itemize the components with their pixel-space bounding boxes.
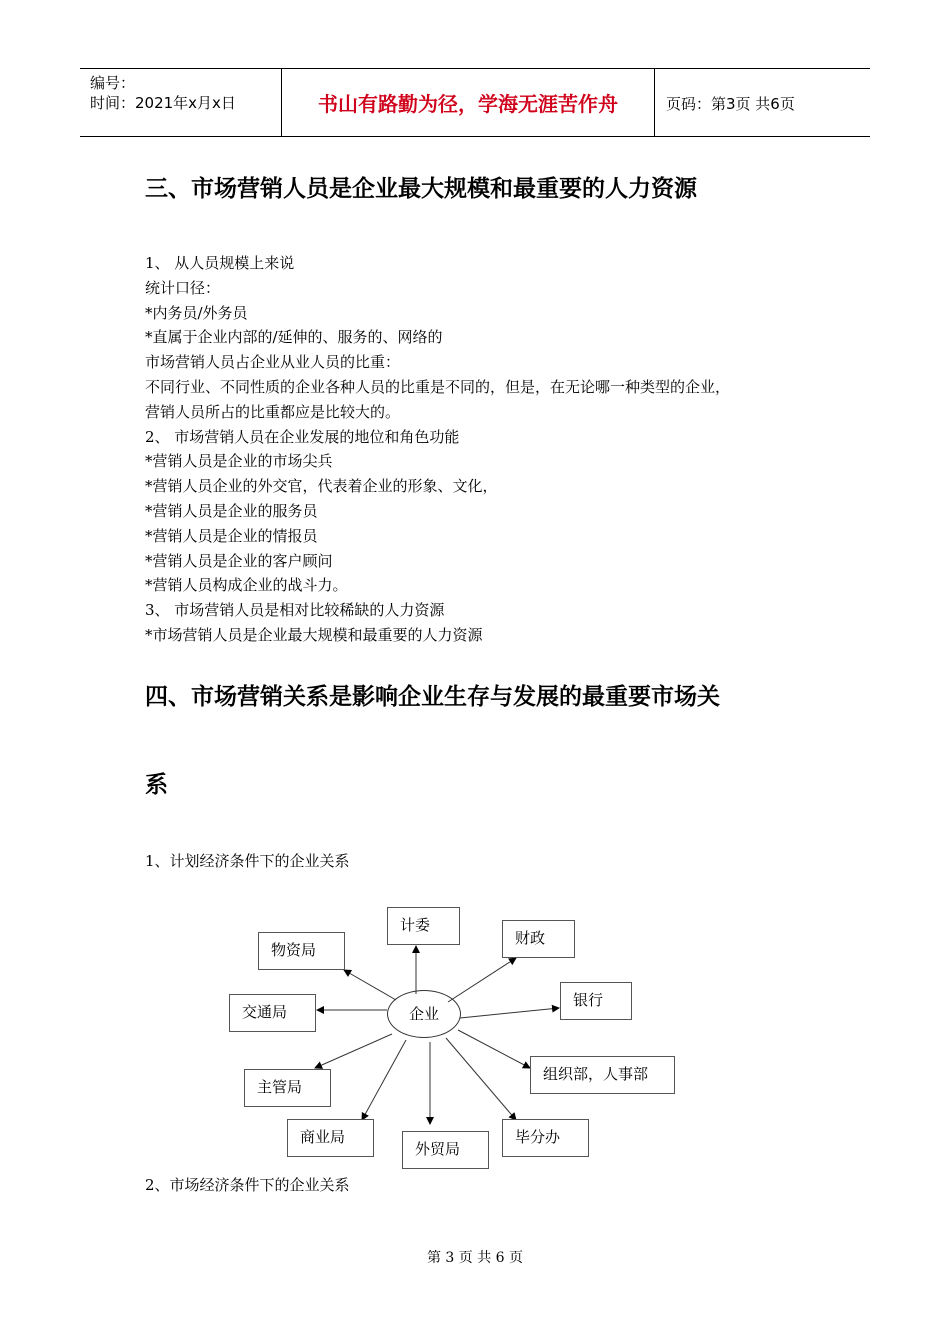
node-jiwei: 计委	[387, 907, 460, 945]
node-caizheng: 财政	[502, 920, 575, 958]
time-label: 时间：2021年x月x日	[90, 94, 236, 112]
body-line: *营销人员是企业的情报员	[145, 526, 318, 545]
node-shangyeju: 商业局	[287, 1119, 374, 1157]
body-line: *营销人员是企业的服务员	[145, 501, 318, 520]
arrow-to-shangyeju	[362, 1040, 406, 1120]
body-line: 市场营销人员占企业从业人员的比重：	[145, 353, 401, 372]
body-line: *营销人员是企业的市场尖兵	[145, 452, 333, 471]
body-line: 3、 市场营销人员是相对比较稀缺的人力资源	[145, 601, 445, 620]
node-zhuguanju: 主管局	[244, 1069, 331, 1107]
node-waimaoju: 外贸局	[402, 1131, 489, 1169]
subheading-market-economy: 2、市场经济条件下的企业关系	[145, 1176, 350, 1194]
subheading-planned-economy: 1、计划经济条件下的企业关系	[145, 852, 350, 870]
diagram-center-enterprise: 企业	[387, 990, 461, 1038]
node-zuzhibu: 组织部，人事部	[530, 1056, 675, 1094]
body-line: *内务员/外务员	[145, 303, 248, 322]
body-line: *营销人员企业的外交官，代表着企业的形象、文化，	[145, 477, 498, 496]
body-line: 统计口径：	[145, 278, 221, 297]
section4-title: 四、市场营销关系是影响企业生存与发展的最重要市场关	[145, 684, 720, 710]
body-line: *市场营销人员是企业最大规模和最重要的人力资源	[145, 625, 483, 644]
section3-title: 三、市场营销人员是企业最大规模和最重要的人力资源	[145, 176, 697, 202]
arrow-to-caizheng	[448, 958, 516, 1002]
arrow-to-wuziju	[344, 970, 396, 1000]
number-label: 编号：	[90, 74, 136, 92]
node-yinhang: 银行	[560, 982, 632, 1020]
arrow-to-zhuguanju	[315, 1034, 392, 1068]
body-line: 营销人员所占的比重都应是比较大的。	[145, 402, 401, 421]
arrow-to-bifenban	[446, 1038, 516, 1120]
body-line: 2、 市场营销人员在企业发展的地位和角色功能	[145, 427, 460, 446]
arrow-to-zuzhibu	[458, 1030, 530, 1068]
node-jiaotongju: 交通局	[229, 994, 316, 1032]
body-line: *营销人员构成企业的战斗力。	[145, 576, 348, 595]
page-footer: 第 3 页 共 6 页	[426, 1250, 524, 1266]
body-line: 不同行业、不同性质的企业各种人员的比重是不同的，但是，在无论哪一种类型的企业，	[145, 377, 731, 396]
node-wuziju: 物资局	[258, 932, 345, 970]
node-bifenban: 毕分办	[502, 1119, 589, 1157]
body-line: *直属于企业内部的/延伸的、服务的、网络的	[145, 328, 443, 347]
arrow-to-yinhang	[460, 1008, 559, 1018]
header-motto: 书山有路勤为径，学海无涯苦作舟	[318, 92, 618, 116]
header-page-info: 页码：第3页 共6页	[666, 95, 795, 113]
body-line: *营销人员是企业的客户顾问	[145, 551, 333, 570]
section4-title-cont: 系	[145, 772, 168, 798]
body-line: 1、 从人员规模上来说	[145, 254, 295, 272]
